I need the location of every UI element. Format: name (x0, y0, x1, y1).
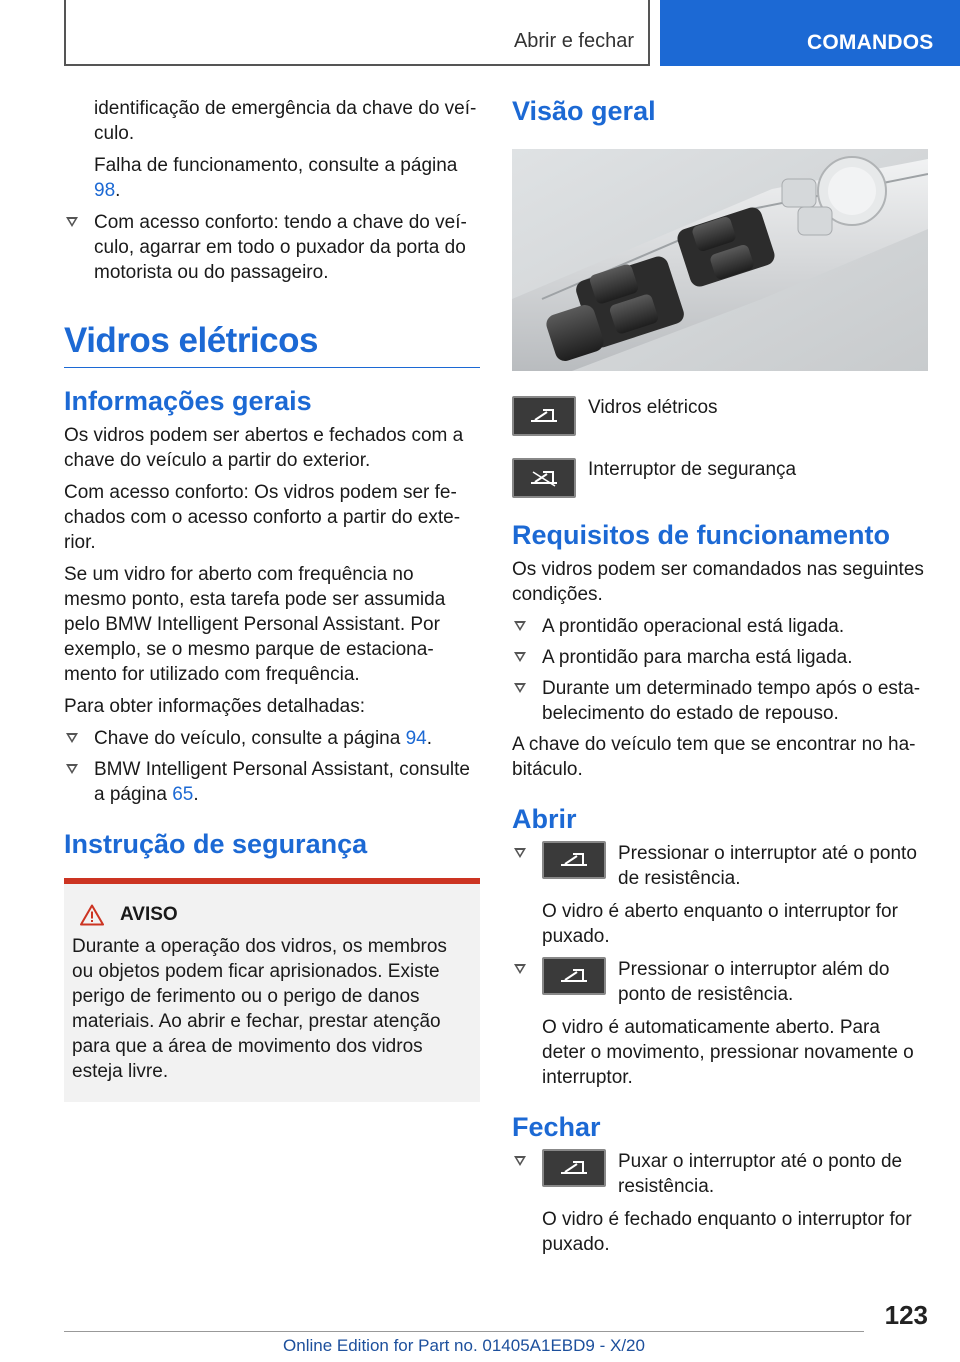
info-paragraph-3: Se um vidro for aberto com frequência no mesmo ponto, esta tarefa pode ser assumida pelo BMW Intelligent Personal Assistant. Por exemplo, se o mesmo parque de estacionamento for utilizado com frequência. (64, 564, 446, 685)
legend-label: Interruptor de segurança (588, 459, 797, 480)
requirement-text: Durante um determinado tempo após o estabelecimento do estado de repouso. (542, 678, 921, 724)
list-item: BMW Intelligent Personal Assistant, consulte a página 65. (64, 757, 480, 807)
triangle-bullet-icon (514, 1156, 526, 1166)
malfunction-note: Falha de funcionamento, consulte a página 98. (94, 155, 458, 201)
warning-title: AVISO (120, 904, 178, 925)
step-result: O vidro é aberto enquanto o interruptor for puxado. (542, 901, 898, 947)
step-action: Pressionar o interruptor até o ponto de resistência. (618, 843, 917, 889)
comfort-list (64, 210, 480, 285)
warning-header (72, 904, 472, 926)
requirements-list (512, 614, 928, 726)
window-switch-icon (512, 396, 576, 436)
footer-edition: Online Edition for Part no. 01405A1EBD9 - X/20 (283, 1336, 645, 1355)
window-switch-icon (542, 1149, 606, 1187)
window-switch-icon (542, 957, 606, 995)
page-title: Vidros elétricos (64, 311, 480, 368)
step-action: Pressionar o interruptor além do ponto de resistência. (618, 959, 890, 1005)
info-heading: Informações gerais (64, 386, 312, 416)
comfort-bullet: Com acesso conforto: tendo a chave do veículo, agarrar em todo o puxador da porta do motorista ou do passageiro. (94, 212, 467, 283)
list-item (512, 614, 928, 639)
overview-heading: Visão geral (512, 96, 656, 126)
reference-list (64, 726, 480, 807)
footer-divider (64, 1331, 864, 1332)
requirements-note: A chave do veículo tem que se encontrar no habitáculo. (512, 734, 916, 780)
requirement-text: A prontidão operacional está ligada. (542, 616, 845, 637)
right-column (512, 96, 928, 1265)
window-switch-icon (542, 841, 606, 879)
warning-box (64, 878, 480, 1102)
triangle-bullet-icon (514, 683, 526, 693)
list-item (512, 676, 928, 726)
header-section-title: Abrir e fechar (513, 30, 634, 52)
page-header (0, 0, 960, 66)
safety-heading: Instrução de segurança (64, 829, 368, 859)
requirement-text: A prontidão para marcha está ligada. (542, 647, 853, 668)
step-result: O vidro é automaticamente aberto. Para deter o movimento, pressionar novamente o interruptor. (542, 1017, 914, 1088)
intro-continued: identificação de emergência da chave do veículo. (94, 98, 477, 144)
triangle-bullet-icon (514, 964, 526, 974)
page-link-94[interactable]: 94 (405, 728, 427, 749)
key-reference-text: Chave do veículo, consulte a página (94, 728, 401, 749)
info-paragraph-2: Com acesso conforto: Os vidros podem ser fechados com o acesso conforto a partir do exterior. (64, 482, 461, 553)
requirements-intro: Os vidros podem ser comandados nas seguintes condições. (512, 559, 924, 605)
warning-text: Durante a operação dos vidros, os membros ou objetos podem ficar aprisionados. Existe perigo de ferimento ou o perigo de danos materiais. Ao abrir e fechar, prestar atenção para que a área de movimento dos vidros esteja livre. (72, 936, 447, 1082)
page-link-98[interactable]: 98 (94, 180, 116, 201)
triangle-bullet-icon (66, 733, 78, 743)
step-result: O vidro é fechado enquanto o interruptor for puxado. (542, 1209, 912, 1255)
page-link-65[interactable]: 65 (172, 784, 194, 805)
requirements-heading: Requisitos de funcionamento (512, 520, 891, 550)
page-number: 123 (884, 1300, 928, 1330)
info-paragraph-4: Para obter informações detalhadas: (64, 696, 366, 717)
triangle-bullet-icon (66, 764, 78, 774)
list-item (64, 210, 480, 285)
legend-window-switch (512, 396, 928, 436)
triangle-bullet-icon (514, 621, 526, 631)
step-action: Puxar o interruptor até o ponto de resistência. (618, 1151, 903, 1197)
triangle-bullet-icon (66, 217, 78, 227)
triangle-bullet-icon (514, 652, 526, 662)
legend-safety-switch (512, 458, 928, 498)
safety-switch-icon (512, 458, 576, 498)
close-step-1 (512, 1149, 928, 1257)
legend-label: Vidros elétricos (588, 397, 718, 418)
header-chapter-tab: COMANDOS (660, 0, 960, 66)
info-paragraph-1: Os vidros podem ser abertos e fechados com a chave do veículo a partir do exterior. (64, 425, 464, 471)
open-step-2 (512, 957, 928, 1090)
list-item: Chave do veículo, consulte a página 94. (64, 726, 480, 751)
close-heading: Fechar (512, 1112, 601, 1142)
open-heading: Abrir (512, 804, 577, 834)
window-switch-photo (512, 149, 928, 371)
left-column (64, 96, 480, 1102)
list-item (512, 645, 928, 670)
warning-triangle-icon (80, 904, 104, 926)
open-step-1 (512, 841, 928, 949)
malfunction-text: Falha de funcionamento, consulte a página (94, 155, 458, 176)
assistant-reference-text: BMW Intelligent Personal Assistant, consulte a página (94, 759, 470, 805)
triangle-bullet-icon (514, 848, 526, 858)
